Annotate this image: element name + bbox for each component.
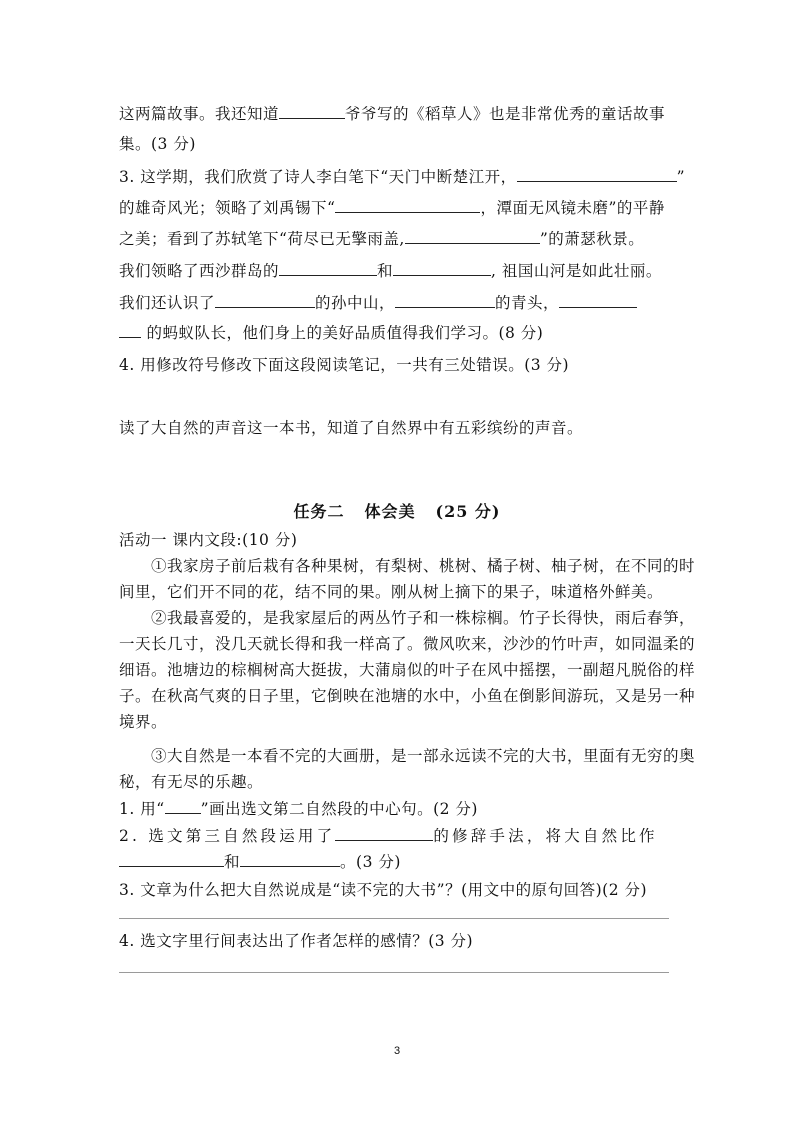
task2-heading xyxy=(0,499,794,522)
passage-p2-line-1: ②我最喜爱的，是我家屋后的两丛竹子和一株棕榈。竹子长得快，雨后春笋， xyxy=(151,609,696,627)
q3-line-1 xyxy=(119,167,685,187)
question-4: 4. 选文字里行间表达出了作者怎样的感情？(3 分) xyxy=(119,932,474,950)
blank-poem-1[interactable] xyxy=(517,167,677,182)
q3-text-5a: 我们还认识了 xyxy=(119,294,216,312)
q2-text-b: 爷爷写的《稻草人》也是非常优秀的童话故事 xyxy=(345,105,666,123)
question-1 xyxy=(119,799,478,819)
passage-p2-line-4: 子。在秋高气爽的日子里，它倒映在池塘的水中，小鱼在倒影间游玩，又是另一种 xyxy=(119,687,696,705)
q2-text-a: 这两篇故事。我还知道 xyxy=(119,105,280,123)
blank-xisha-2[interactable] xyxy=(393,261,491,276)
passage-p2-line-5: 境界。 xyxy=(119,713,168,731)
question-2-line-2 xyxy=(119,852,401,872)
passage-p1-line-1: ①我家房子前后栽有各种果树，有梨树、桃树、橘子树、柚子树，在不同的时 xyxy=(151,557,696,575)
blank-ant-captain-b[interactable] xyxy=(119,323,141,338)
passage-p3-line-2: 秘，有无尽的乐趣。 xyxy=(119,773,264,791)
q3-line-4 xyxy=(119,261,662,281)
q3-text-4c: , 祖国山河是如此壮丽。 xyxy=(491,262,662,280)
blank-sun-zhongshan[interactable] xyxy=(215,293,315,308)
q2-line-1 xyxy=(119,104,665,124)
blank-rhetoric[interactable] xyxy=(335,826,433,841)
q3-text-4b: 和 xyxy=(377,262,394,280)
q3-line-2 xyxy=(119,198,665,218)
q3-text-2b: ，潭面无风镜未磨”的平静 xyxy=(480,199,665,217)
page-number: 3 xyxy=(393,1045,401,1057)
blank-ant-captain-a[interactable] xyxy=(559,293,637,308)
question-2-line-1 xyxy=(119,826,658,846)
blank-metaphor-1[interactable] xyxy=(119,852,224,867)
passage-p2-line-3: 细语。池塘边的棕榈树高大挺拔，大蒲扇似的叶子在风中摇摆，一副超凡脱俗的样 xyxy=(119,661,696,679)
blank-poem-3[interactable] xyxy=(405,229,540,244)
blank-metaphor-2[interactable] xyxy=(240,852,340,867)
blank-qingtou[interactable] xyxy=(395,293,495,308)
q4-prompt: 4. 用修改符号修改下面这段阅读笔记，一共有三处错误。(3 分) xyxy=(119,356,570,374)
q3-text-3b: ”的萧瑟秋景。 xyxy=(539,230,645,248)
q3-line-6 xyxy=(119,323,543,343)
question-1-text-a: 1. 用“ xyxy=(119,800,165,818)
q3-text-3a: 之美；看到了苏轼笔下“荷尽已无擎雨盖, xyxy=(119,230,405,248)
q3-text-2a: 的雄奇风光；领略了刘禹锡下“ xyxy=(119,199,336,217)
task2-score: (25 分) xyxy=(435,502,501,521)
passage-p3-line-1: ③大自然是一本看不完的大画册，是一部永远读不完的大书，里面有无穷的奥 xyxy=(151,747,696,765)
activity1-label: 活动一 课内文段:(10 分) xyxy=(119,531,298,549)
task2-subtitle: 体会美 xyxy=(364,502,416,521)
question-2-text-a: 2. 选文第三自然段运用了 xyxy=(119,827,336,845)
q3-text-5b: 的孙中山， xyxy=(315,294,396,312)
passage-p2-line-2: 一天长几寸，没几天就长得和我一样高了。微风吹来，沙沙的竹叶声，如同温柔的 xyxy=(119,635,696,653)
q3-line-5 xyxy=(119,293,637,313)
q3-text-5c: 的青头， xyxy=(495,294,560,312)
passage-p1-line-2: 间里，它们开不同的花，结不同的果。刚从树上摘下的果子，味道格外鲜美。 xyxy=(119,583,664,601)
q3-text-1b: ” xyxy=(676,168,686,186)
blank-xisha-1[interactable] xyxy=(279,261,377,276)
question-2-text-c: 和 xyxy=(224,853,241,871)
question-2-text-b: 的修辞手法，将大自然比作 xyxy=(433,827,658,845)
q3-text-4a: 我们领略了西沙群岛的 xyxy=(119,262,280,280)
blank-author[interactable] xyxy=(279,104,345,119)
answer-line-q4[interactable] xyxy=(119,972,669,973)
task2-title: 任务二 xyxy=(293,502,345,521)
reading-note[interactable]: 读了大自然的声音这一本书，知道了自然界中有五彩缤纷的声音。 xyxy=(119,419,584,437)
blank-poem-2[interactable] xyxy=(335,198,480,213)
question-3: 3. 文章为什么把大自然说成是“读不完的大书”？(用文中的原句回答)(2 分) xyxy=(119,881,648,899)
q3-line-3 xyxy=(119,229,644,249)
question-1-text-b: ”画出选文第二自然段的中心句。(2 分) xyxy=(200,800,478,818)
q2-line-2: 集。(3 分) xyxy=(119,135,196,153)
question-2-text-d: 。(3 分) xyxy=(340,853,401,871)
underline-mark-sample xyxy=(165,799,201,814)
q3-text-6: 的蚂蚁队长，他们身上的美好品质值得我们学习。(8 分) xyxy=(146,324,544,342)
answer-line-q3[interactable] xyxy=(119,918,669,919)
q3-text-1a: 3. 这学期，我们欣赏了诗人李白笔下“天门中断楚江开， xyxy=(119,168,517,186)
